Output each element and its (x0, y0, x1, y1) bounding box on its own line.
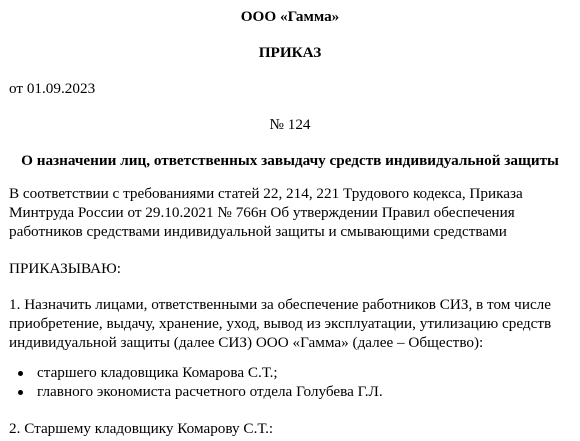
organization-name: ООО «Гамма» (240, 8, 340, 25)
list-item-text: главного экономиста расчетного отдела Голубева Г.Л. (37, 383, 383, 400)
list-item (37, 364, 278, 382)
item-1-line: 1. Назначить лицами, ответственными за обеспечение работников СИЗ, в том числе (9, 296, 552, 313)
preamble-line: Минтруда России от 29.10.2021 № 766н Об утверждении Правил обеспечения (9, 204, 515, 221)
list-item-text: старшего кладовщика Комарова С.Т.; (37, 364, 278, 381)
bullet-icon (18, 390, 23, 395)
item-2-heading: 2. Старшему кладовщику Комарову С.Т.: (9, 420, 274, 437)
item-1-line: индивидуальной защиты (далее СИЗ) ООО «Гамма» (далее – Общество): (9, 334, 484, 351)
order-directive: ПРИКАЗЫВАЮ: (9, 260, 121, 277)
order-number: № 124 (269, 116, 311, 133)
item-1-line: приобретение, выдачу, хранение, уход, вывод из эксплуатации, утилизацию средств (9, 315, 552, 332)
order-date: от 01.09.2023 (9, 80, 96, 97)
preamble-line: работников средствами индивидуальной защиты и смывающими средствами (9, 223, 507, 240)
document-type-title: ПРИКАЗ (258, 44, 322, 61)
order-subject: О назначении лиц, ответственных завыдачу средств индивидуальной защиты (21, 152, 559, 169)
preamble-line: В соответствии с требованиями статей 22, 214, 221 Трудового кодекса, Приказа (9, 185, 523, 202)
bullet-icon (18, 371, 23, 376)
list-item (37, 383, 383, 401)
